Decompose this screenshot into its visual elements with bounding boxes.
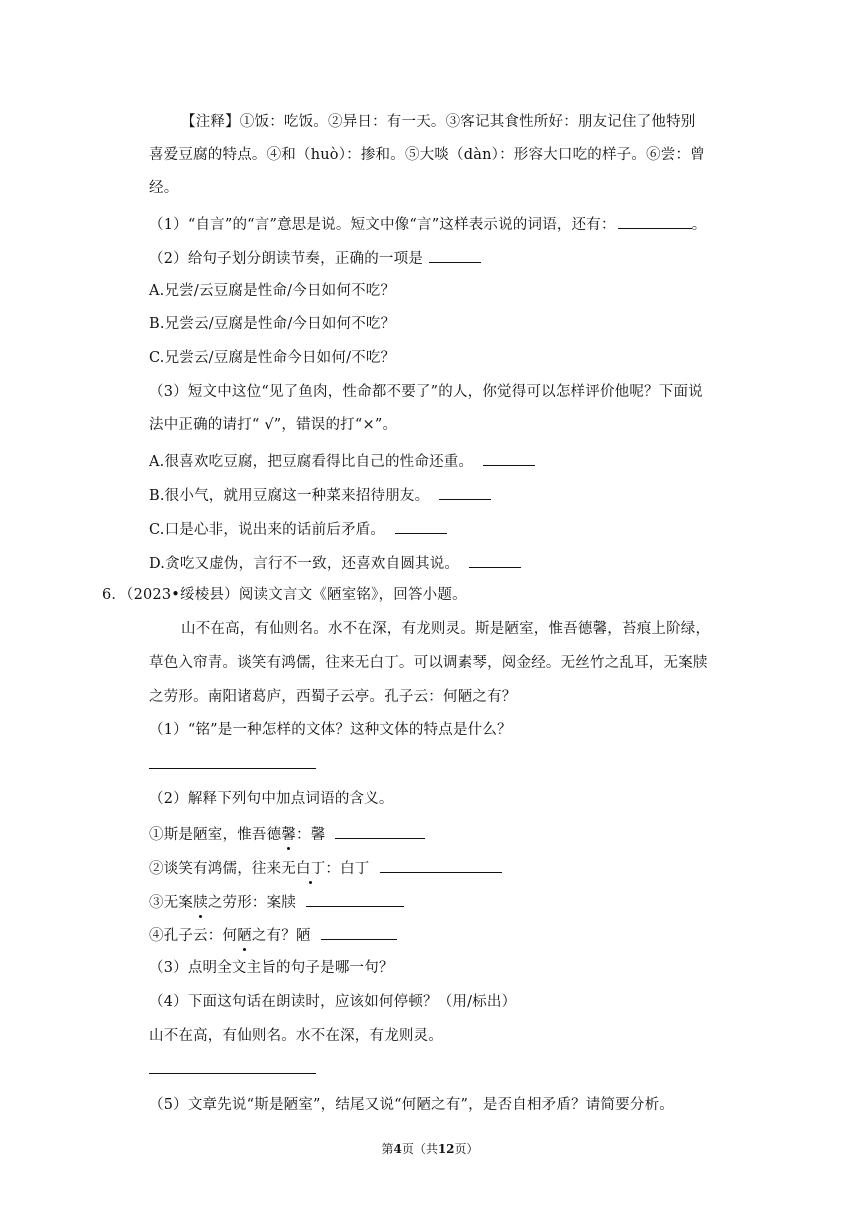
q5-sub2 xyxy=(149,246,481,269)
item-text: ②谈笑有鸿儒，往来无 xyxy=(149,861,296,877)
q5-sub3-option-c xyxy=(149,517,447,540)
answer-line[interactable] xyxy=(149,1073,316,1074)
option-text: C.口是心非，说出来的话前后矛盾。 xyxy=(149,522,386,538)
total-pages: 12 xyxy=(437,1142,455,1156)
option-text: A.很喜欢吃豆腐，把豆腐看得比自己的性命还重。 xyxy=(149,454,474,470)
notes-line-2: 喜爱豆腐的特点。④和（huò）：掺和。⑤大啖（dàn）：形容大口吃的样子。⑥尝：曾 xyxy=(149,147,705,163)
q5-sub2-option-b: B.兄尝云/豆腐是性命/今日如何不吃？ xyxy=(149,316,396,332)
q6-sub2: （2）解释下列句中加点词语的含义。 xyxy=(149,791,394,807)
footer-text: 页） xyxy=(454,1142,479,1156)
q6-sub3: （3）点明全文主旨的句子是哪一句？ xyxy=(149,960,394,976)
q6-passage-line-1: 山不在高，有仙则名。水不在深，有龙则灵。斯是陋室，惟吾德馨，苔痕上阶绿， xyxy=(181,621,711,637)
item-text: ：馨 xyxy=(296,827,326,843)
q6-passage-line-2: 草色入帘青。谈笑有鸿儒，往来无白丁。可以调素琴，阅金经。无丝竹之乱耳，无案牍 xyxy=(149,655,708,671)
q6-heading: 6．（2023•绥棱县）阅读文言文《陋室铭》，回答小题。 xyxy=(102,587,467,603)
answer-blank[interactable] xyxy=(335,822,425,839)
item-text: ④孔子云：何 xyxy=(149,928,238,944)
q6-sub2-item-3 xyxy=(149,890,404,913)
q6-sub1: （1）“铭”是一种怎样的文体？这种文体的特点是什么？ xyxy=(149,722,512,738)
item-text: 之劳形：案牍 xyxy=(207,895,297,911)
q5-sub3-option-b xyxy=(149,483,491,506)
notes-line-3: 经。 xyxy=(149,180,179,196)
q6-sub2-item-2 xyxy=(149,856,502,879)
q6-sub5: （5）文章先说“斯是陋室”，结尾又说“何陋之有”，是否自相矛盾？请简要分析。 xyxy=(149,1097,674,1113)
item-text: ①斯是陋室，惟吾德 xyxy=(149,827,282,843)
dotted-word: 馨 xyxy=(281,827,297,843)
q5-sub2-text: （2）给句子划分朗读节奏，正确的一项是 xyxy=(149,251,424,267)
q6-passage-line-3: 之劳形。南阳诸葛庐，西蜀子云亭。孔子云：何陋之有？ xyxy=(149,689,517,705)
footer-text: 第 xyxy=(381,1142,394,1156)
item-text: 之有？陋 xyxy=(251,928,311,944)
option-text: D.贪吃又虚伪，言行不一致，还喜欢自圆其说。 xyxy=(149,556,460,572)
q6-sub4-sentence: 山不在高，有仙则名。水不在深，有龙则灵。 xyxy=(149,1028,443,1044)
notes-line-1: 【注释】①饭：吃饭。②异日：有一天。③客记其食性所好：朋友记住了他特别 xyxy=(181,114,696,130)
item-text: ：白丁 xyxy=(325,861,370,877)
answer-blank[interactable] xyxy=(469,551,521,568)
q5-sub3-option-d xyxy=(149,551,521,574)
q5-sub1 xyxy=(149,212,706,235)
answer-blank[interactable] xyxy=(306,890,404,907)
answer-blank[interactable] xyxy=(429,246,481,263)
q5-sub1-end: 。 xyxy=(691,217,707,233)
answer-blank[interactable] xyxy=(395,517,447,534)
q5-sub2-option-a: A.兄尝/云豆腐是性命/今日如何不吃？ xyxy=(149,283,396,299)
q5-sub2-option-c: C.兄尝云/豆腐是性命今日如何/不吃？ xyxy=(149,350,396,366)
answer-line[interactable] xyxy=(149,768,316,769)
page-footer xyxy=(0,1141,860,1157)
answer-blank[interactable] xyxy=(321,923,397,940)
q5-sub3-line-1: （3）短文中这位“见了鱼肉，性命都不要了”的人，你觉得可以怎样评价他呢？下面说 xyxy=(149,384,703,400)
dotted-word: 白丁 xyxy=(296,861,326,877)
answer-blank[interactable] xyxy=(380,856,502,873)
q5-sub3-line-2: 法中正确的请打“ √”，错误的打“×”。 xyxy=(149,417,398,433)
q5-sub1-text: （1）“自言”的“言”意思是说。短文中像“言”这样表示说的词语，还有： xyxy=(149,217,616,233)
answer-blank[interactable] xyxy=(483,449,535,466)
dotted-word: 牍 xyxy=(193,895,208,911)
dotted-word: 陋 xyxy=(237,928,252,944)
item-text: ③无案 xyxy=(149,895,194,911)
answer-blank[interactable] xyxy=(618,212,692,229)
page-number: 4 xyxy=(393,1142,402,1156)
q6-sub4: （4）下面这句话在朗读时，应该如何停顿？（用/标出） xyxy=(149,994,517,1010)
answer-blank[interactable] xyxy=(439,483,491,500)
q6-sub2-item-4 xyxy=(149,923,397,946)
q5-sub3-option-a xyxy=(149,449,535,472)
footer-text: 页（共 xyxy=(401,1142,438,1156)
q6-sub2-item-1 xyxy=(149,822,425,845)
option-text: B.很小气，就用豆腐这一种菜来招待朋友。 xyxy=(149,488,430,504)
